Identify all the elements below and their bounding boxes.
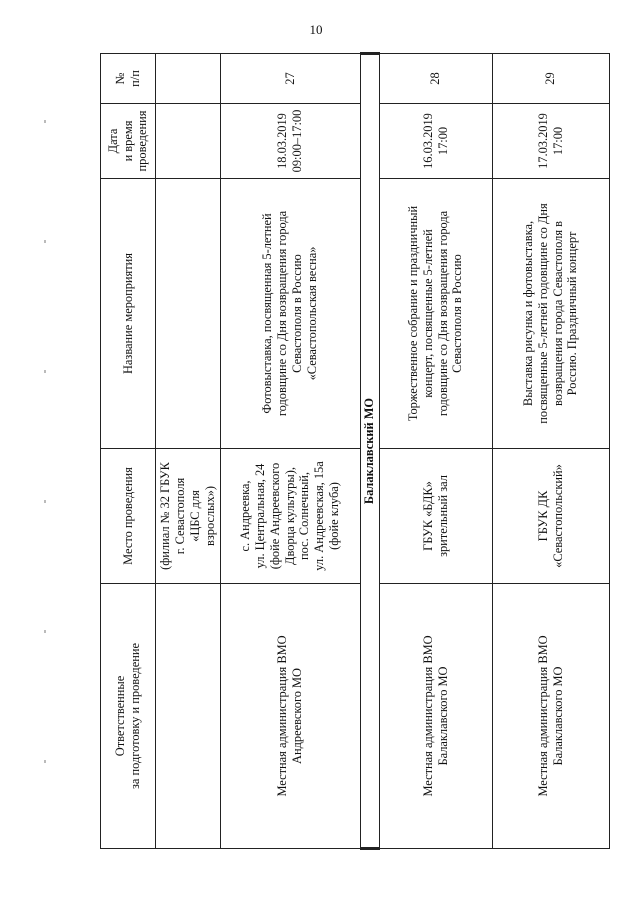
cell-number: 27 — [220, 54, 360, 104]
table-container — [100, 55, 600, 850]
cell-number: 28 — [379, 54, 492, 104]
cell-event-name: Торжественное собрание и праздничный концерт, посвященные 5-летней годовщине со Дня возвращения города Севастополя в Россию — [379, 179, 492, 449]
header-event-name: Название мероприятия — [101, 179, 156, 449]
cell-event-name: Выставка рисунка и фотовыставка, посвященные 5-летней годовщине со Дня возвращения города Севастополя в Россию. Праздничный концерт — [492, 179, 609, 449]
table-row — [492, 54, 609, 849]
table-row — [379, 54, 492, 849]
cell-date — [156, 104, 221, 179]
cell-responsible: Местная администрация ВМО Балаклавского МО — [379, 584, 492, 849]
section-row — [360, 54, 379, 849]
cell-event-name — [156, 179, 221, 449]
table-row — [156, 54, 221, 849]
cell-responsible: Местная администрация ВМО Андреевского МО — [220, 584, 360, 849]
table-header-row — [101, 54, 156, 849]
cell-place: ГБУК «БДК» зрительный зал — [379, 449, 492, 584]
cell-place: (филиал № 32 ГБУК г. Севастополя «ЦБС для взрослых») — [156, 449, 221, 584]
cell-place: с. Андреевка, ул. Центральная, 24 (фойе Андреевского Дворца культуры), пос. Солнечный, ул. Андреевская, 15а (фойе клуба) — [220, 449, 360, 584]
cell-responsible — [156, 584, 221, 849]
header-number: № п/п — [101, 54, 156, 104]
cell-event-name: Фотовыставка, посвященная 5-летней годовщине со Дня возвращения города Севастополя в Россию «Севастопольская весна» — [220, 179, 360, 449]
scan-edge-marks — [44, 120, 46, 780]
rotated-table-wrapper — [100, 55, 600, 850]
cell-number — [156, 54, 221, 104]
header-responsible: Ответственные за подготовку и проведение — [101, 584, 156, 849]
page-number: 10 — [309, 22, 323, 37]
table-row — [220, 54, 360, 849]
cell-responsible: Местная администрация ВМО Балаклавского МО — [492, 584, 609, 849]
events-table — [100, 52, 610, 850]
cell-date: 17.03.2019 17:00 — [492, 104, 609, 179]
cell-place: ГБУК ДК «Севастопольский» — [492, 449, 609, 584]
header-date: Дата и время проведения — [101, 104, 156, 179]
cell-date: 18.03.2019 09:00–17:00 — [220, 104, 360, 179]
cell-date: 16.03.2019 17:00 — [379, 104, 492, 179]
cell-number: 29 — [492, 54, 609, 104]
section-title: Балаклавский МО — [360, 54, 379, 849]
header-place: Место проведения — [101, 449, 156, 584]
